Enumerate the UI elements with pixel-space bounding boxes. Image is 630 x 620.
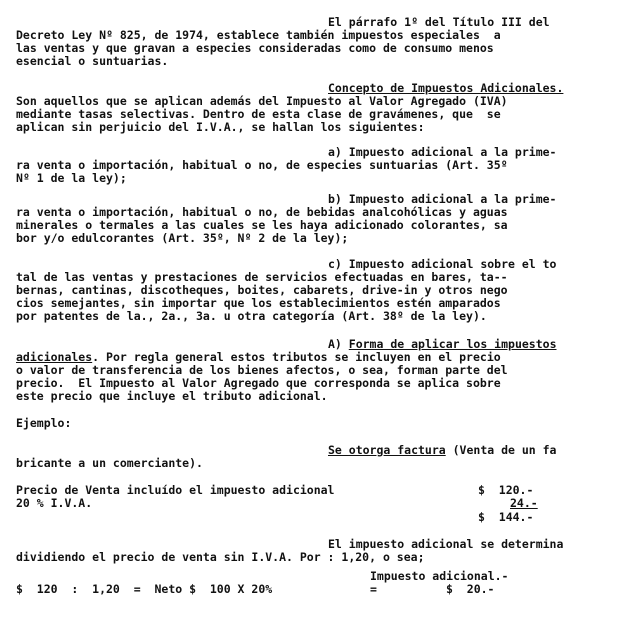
paragraph-concept-line: mediante tasas selectivas. Dentro de esta clase de gravámenes, que se xyxy=(16,107,501,121)
iva-label: 20 % I.V.A. xyxy=(16,496,93,510)
item-a-line: ra venta o importación, habitual o no, de especies suntuarias (Art. 35º xyxy=(16,158,508,172)
calc-equals: = xyxy=(370,582,377,596)
item-c-line: por patentes de la., 2a., 3a. u otra categoría (Art. 38º de la ley). xyxy=(16,309,487,323)
paragraph-intro-line: esencial o suntuarias. xyxy=(16,54,169,68)
paragraph-intro-line: Decreto Ley Nº 825, de 1974, establece también impuestos especiales a xyxy=(16,28,501,42)
paragraph-intro-line: las ventas y que gravan a especies consideradas como de consumo menos xyxy=(16,41,494,55)
invoice-note-cont: bricante a un comerciante). xyxy=(16,456,203,470)
total-value: $ 144.- xyxy=(478,510,534,524)
item-c-line: cios semejantes, sin importar que los establecimientos estén amparados xyxy=(16,296,501,310)
item-b-line: b) Impuesto adicional a la prime- xyxy=(328,192,557,206)
section-a-line: este precio que incluye el tributo adicional. xyxy=(16,389,328,403)
example-label: Ejemplo: xyxy=(16,416,72,430)
section-a-text: . Por regla general estos tributos se incluyen en el precio xyxy=(92,350,501,364)
paragraph-intro-line: El párrafo 1º del Título III del xyxy=(328,15,550,29)
section-a-line: precio. El Impuesto al Valor Agregado que corresponda se aplica sobre xyxy=(16,376,501,390)
item-a-line: a) Impuesto adicional a la prime- xyxy=(328,145,557,159)
item-b-line: bor y/o edulcorantes (Art. 35º, Nº 2 de la ley); xyxy=(16,231,349,245)
section-heading: Concepto de Impuestos Adicionales. xyxy=(328,81,564,95)
item-b-line: ra venta o importación, habitual o no, de bebidas analcohólicas y aguas xyxy=(16,205,508,219)
calc-result-label: Impuesto adicional.- xyxy=(370,569,509,583)
invoice-note: (Venta de un fa xyxy=(445,443,557,457)
price-value: $ 120.- xyxy=(478,483,534,497)
section-a-title-cont: adicionales xyxy=(16,350,93,364)
item-c-line: bernas, cantinas, discotheques, boites, cabarets, drive-in y otros nego xyxy=(16,283,508,297)
calc-line: dividiendo el precio de venta sin I.V.A. Por : 1,20, o sea; xyxy=(16,550,425,564)
invoice-heading xyxy=(328,444,556,457)
calc-line: El impuesto adicional se determina xyxy=(328,537,564,551)
calc-formula: $ 120 : 1,20 = Neto $ 100 X 20% xyxy=(16,582,273,596)
paragraph-concept-line: Son aquellos que se aplican además del Impuesto al Valor Agregado (IVA) xyxy=(16,94,508,108)
calc-result-value: $ 20.- xyxy=(446,582,495,596)
item-c-line: c) Impuesto adicional sobre el to xyxy=(328,257,557,271)
item-a-line: Nº 1 de la ley); xyxy=(16,171,127,185)
iva-value: 24.- xyxy=(510,496,538,510)
item-b-line: minerales o termales a las cuales se les haya adicionado colorantes, sa xyxy=(16,218,508,232)
price-label: Precio de Venta incluído el impuesto adicional xyxy=(16,483,335,497)
item-c-line: tal de las ventas y prestaciones de servicios efectuadas en bares, ta-- xyxy=(16,270,508,284)
section-a-line: o valor de transferencia de los bienes afectos, o sea, forman parte del xyxy=(16,363,508,377)
paragraph-concept-line: aplican sin perjuicio del I.V.A., se hallan los siguientes: xyxy=(16,120,425,134)
section-a-title: Forma de aplicar los impuestos xyxy=(348,337,557,351)
section-a-letter: A) xyxy=(328,337,349,351)
invoice-title: Se otorga factura xyxy=(328,443,446,457)
